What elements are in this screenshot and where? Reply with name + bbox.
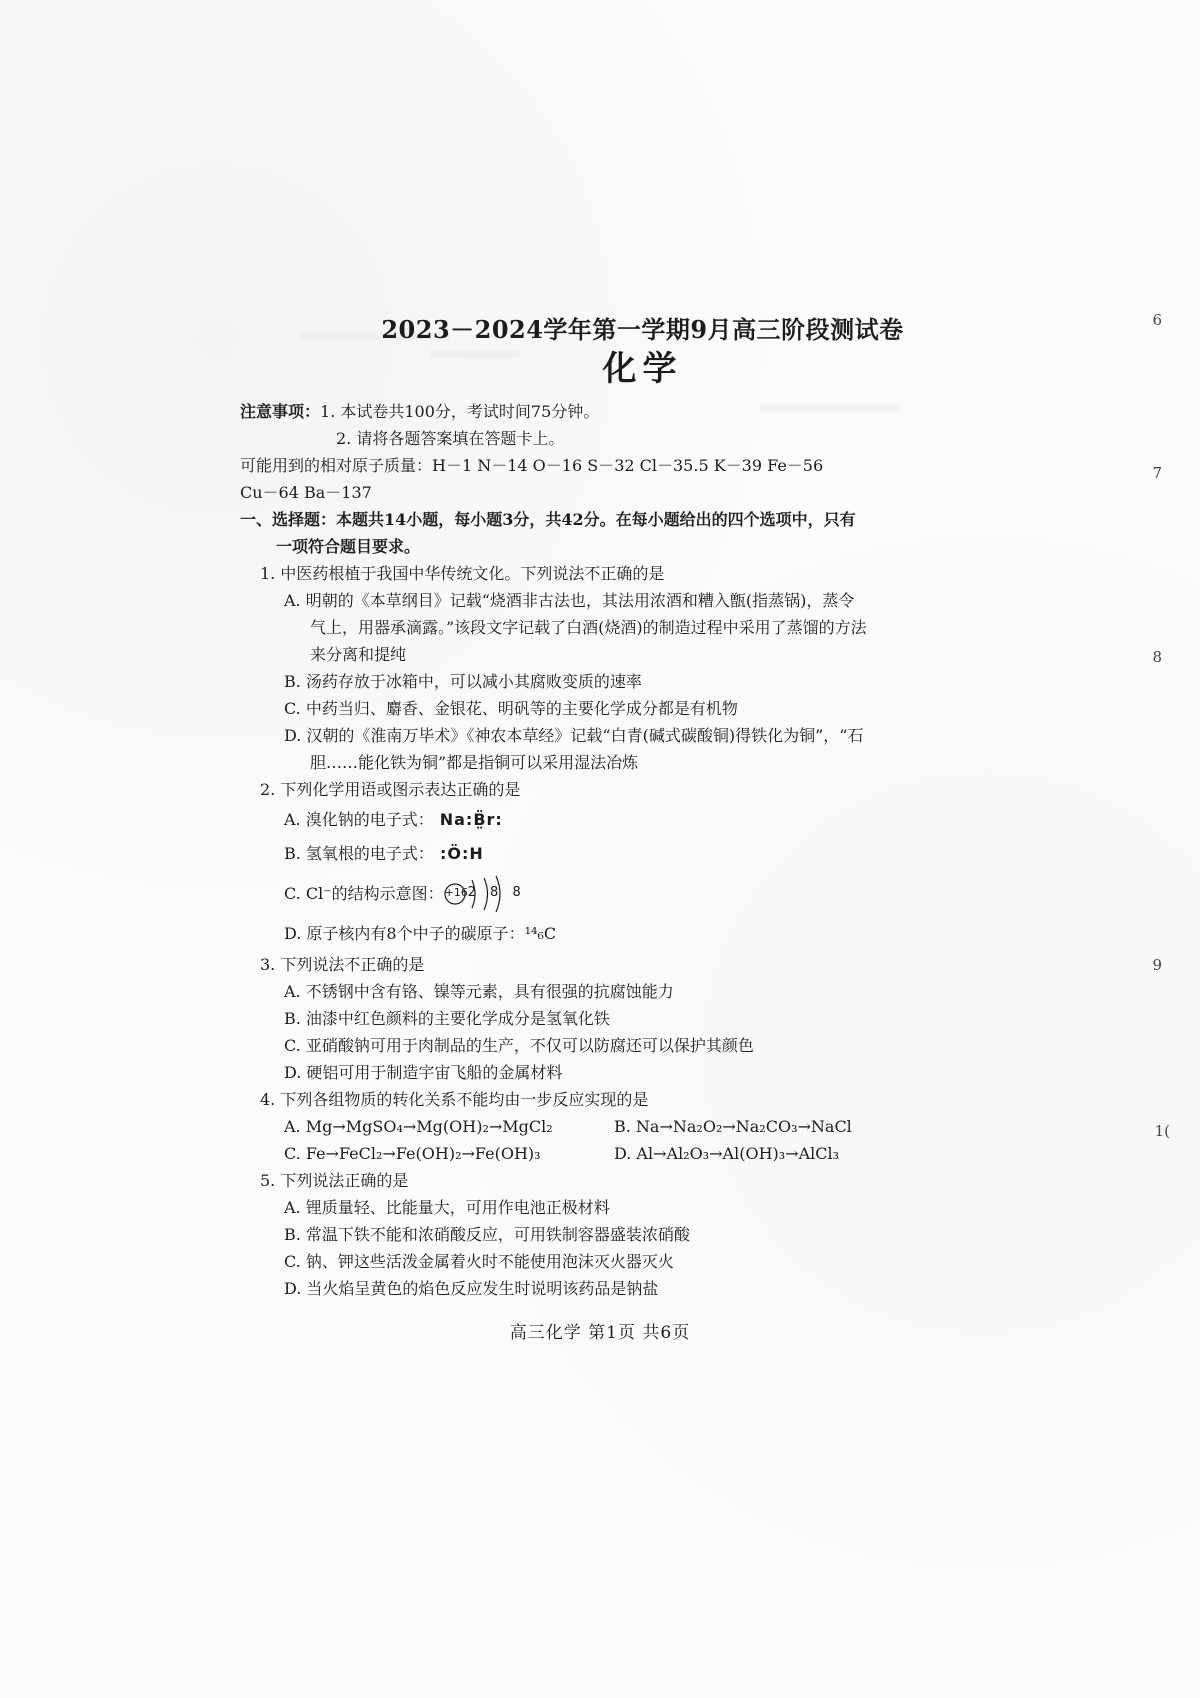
- q3-option-c: C. 亚硝酸钠可用于肉制品的生产，不仅可以防腐还可以保护其颜色: [284, 1035, 754, 1055]
- q2-option-c-label: C. Cl⁻的结构示意图：: [284, 884, 444, 903]
- page-footer: 高三化学 第1页 共6页: [509, 1323, 691, 1343]
- q3-option-a: A. 不锈钢中含有铬、镍等元素，具有很强的抗腐蚀能力: [284, 981, 674, 1001]
- notes-label: 注意事项：: [240, 401, 321, 421]
- atomic-mass-line-1: 可能用到的相对原子质量：H－1 N－14 O－16 S－32 Cl－35.5 K－39 Fe－56: [240, 455, 824, 475]
- q2-option-b-label: B. 氢氧根的电子式：: [284, 844, 434, 863]
- sodium-bromide-electron-formula: Na:B̤̈r:: [439, 810, 503, 829]
- q2-option-a: [260, 803, 995, 837]
- q1-option-a-line-1: A. 明朝的《本草纲目》记载“烧酒非古法也，其法用浓酒和糟入甑(指蒸锅)，蒸令: [284, 590, 855, 610]
- q5-option-a: A. 锂质量轻、比能量大，可用作电池正极材料: [284, 1197, 610, 1217]
- margin-number: 9: [1152, 956, 1162, 974]
- q4-options: [260, 1113, 995, 1167]
- exam-subject: 化学: [602, 349, 683, 389]
- q3-option-d: D. 硬铝可用于制造宇宙飞船的金属材料: [284, 1062, 563, 1082]
- exam-title: 2023－2024学年第一学期9月高三阶段测试卷: [381, 315, 904, 344]
- question-5-stem: 5. 下列说法正确的是: [260, 1170, 409, 1190]
- q4-option-b: B. Na→Na₂O₂→Na₂CO₃→NaCl: [614, 1116, 852, 1136]
- q5-option-d: D. 当火焰呈黄色的焰色反应发生时说明该药品是钠盐: [284, 1278, 659, 1298]
- q4-option-a: A. Mg→MgSO₄→Mg(OH)₂→MgCl₂: [284, 1116, 553, 1136]
- question-2-stem: 2. 下列化学用语或图示表达正确的是: [260, 779, 521, 799]
- nucleus-charge: +16: [444, 886, 468, 899]
- q2-option-d: [260, 917, 995, 951]
- question-3-stem: 3. 下列说法不正确的是: [260, 954, 425, 974]
- carbon-14-nuclide: ¹⁴₆C: [524, 924, 557, 943]
- margin-number: 8: [1152, 648, 1162, 666]
- q5-option-c: C. 钠、钾这些活泼金属着火时不能使用泡沫灭火器灭火: [284, 1251, 674, 1271]
- hydroxide-electron-formula: :Ö:H: [439, 844, 484, 863]
- q1-option-d-line-2: 胆……能化铁为铜”都是指铜可以采用湿法冶炼: [310, 752, 639, 772]
- margin-number: 7: [1152, 464, 1162, 482]
- atomic-mass-line-2: Cu－64 Ba－137: [240, 482, 372, 502]
- q1-option-b: B. 汤药存放于冰箱中，可以减小其腐败变质的速率: [284, 671, 642, 691]
- margin-number: 1(: [1154, 1122, 1170, 1140]
- q5-option-b: B. 常温下铁不能和浓硝酸反应，可用铁制容器盛装浓硝酸: [284, 1224, 690, 1244]
- notes-line-1: [240, 398, 995, 425]
- q1-option-a-line-3: 来分离和提纯: [310, 644, 407, 664]
- exam-page: [240, 315, 995, 1302]
- chloride-structure-diagram: [444, 874, 526, 914]
- question-4-stem: 4. 下列各组物质的转化关系不能均由一步反应实现的是: [260, 1089, 649, 1109]
- q2-option-a-label: A. 溴化钠的电子式：: [284, 810, 434, 829]
- section-heading: 一、选择题：本题共14小题，每小题3分，共42分。在每小题给出的四个选项中，只有: [240, 509, 856, 529]
- notes-item-1: 1. 本试卷共100分，考试时间75分钟。: [320, 401, 600, 421]
- notes-item-2: 2. 请将各题答案填在答题卡上。: [336, 428, 565, 448]
- section-heading-cont: 一项符合题目要求。: [276, 536, 421, 556]
- q4-option-c: C. Fe→FeCl₂→Fe(OH)₂→Fe(OH)₃: [284, 1143, 541, 1163]
- q2-option-c: [260, 871, 995, 917]
- q1-option-a-line-2: 气上，用器承滴露。”该段文字记载了白酒(烧酒)的制造过程中采用了蒸馏的方法: [310, 617, 867, 637]
- q1-option-c: C. 中药当归、麝香、金银花、明矾等的主要化学成分都是有机物: [284, 698, 738, 718]
- shell-electrons: 2 8 8: [467, 885, 526, 900]
- q2-option-b: [260, 837, 995, 871]
- margin-number: 6: [1152, 311, 1162, 329]
- q4-option-d: D. Al→Al₂O₃→Al(OH)₃→AlCl₃: [614, 1143, 840, 1163]
- question-1-stem: 1. 中医药根植于我国中华传统文化。下列说法不正确的是: [260, 563, 665, 583]
- q1-option-d-line-1: D. 汉朝的《淮南万毕术》《神农本草经》记载“白青(碱式碳酸铜)得铁化为铜”，“石: [284, 725, 864, 745]
- q2-option-d-label: D. 原子核内有8个中子的碳原子：: [284, 924, 525, 943]
- q3-option-b: B. 油漆中红色颜料的主要化学成分是氢氧化铁: [284, 1008, 610, 1028]
